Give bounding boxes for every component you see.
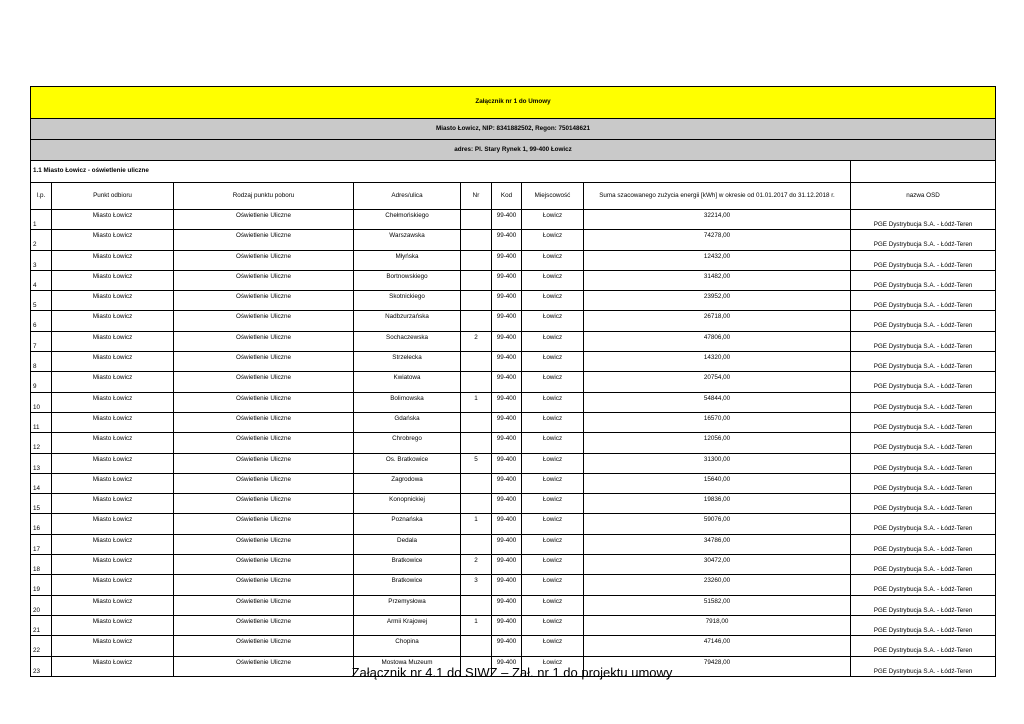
- row-adres: Nadbzurzańska: [354, 311, 461, 331]
- address-line: adres: Pl. Stary Rynek 1, 99-400 Łowicz: [31, 140, 996, 161]
- row-adres: Zagrodowa: [354, 473, 461, 493]
- row-nr: [461, 270, 492, 290]
- row-rodzaj: Oświetlenie Uliczne: [174, 453, 354, 473]
- row-nr: 1: [461, 514, 492, 534]
- row-suma: 34786,00: [584, 534, 851, 554]
- row-miejscowosc: Łowicz: [522, 392, 584, 412]
- row-kod: 99-400: [492, 514, 522, 534]
- row-rodzaj: Oświetlenie Uliczne: [174, 291, 354, 311]
- table-row: [31, 615, 996, 635]
- row-suma: 59076,00: [584, 514, 851, 534]
- row-miejscowosc: Łowicz: [522, 514, 584, 534]
- row-punkt-odbioru: Miasto Łowicz: [52, 514, 174, 534]
- row-punkt-odbioru: Miasto Łowicz: [52, 352, 174, 372]
- row-kod: 99-400: [492, 636, 522, 656]
- row-punkt-odbioru: Miasto Łowicz: [52, 575, 174, 595]
- row-rodzaj: Oświetlenie Uliczne: [174, 412, 354, 432]
- row-adres: Bortnowskiego: [354, 270, 461, 290]
- row-rodzaj: Oświetlenie Uliczne: [174, 352, 354, 372]
- row-miejscowosc: Łowicz: [522, 534, 584, 554]
- row-rodzaj: Oświetlenie Uliczne: [174, 534, 354, 554]
- row-kod: 99-400: [492, 210, 522, 230]
- row-adres: Młyńska: [354, 250, 461, 270]
- row-kod: 99-400: [492, 595, 522, 615]
- row-adres: Warszawska: [354, 230, 461, 250]
- row-miejscowosc: Łowicz: [522, 291, 584, 311]
- row-nr: [461, 230, 492, 250]
- row-rodzaj: Oświetlenie Uliczne: [174, 372, 354, 392]
- row-nr: [461, 473, 492, 493]
- header-adres: Adres/ulica: [354, 183, 461, 210]
- row-punkt-odbioru: Miasto Łowicz: [52, 595, 174, 615]
- row-punkt-odbioru: Miasto Łowicz: [52, 291, 174, 311]
- row-miejscowosc: Łowicz: [522, 311, 584, 331]
- row-rodzaj: Oświetlenie Uliczne: [174, 656, 354, 676]
- row-rodzaj: Oświetlenie Uliczne: [174, 575, 354, 595]
- row-rodzaj: Oświetlenie Uliczne: [174, 331, 354, 351]
- row-miejscowosc: Łowicz: [522, 250, 584, 270]
- row-rodzaj: Oświetlenie Uliczne: [174, 473, 354, 493]
- table-row: [31, 311, 996, 331]
- row-lp: 13: [31, 453, 52, 473]
- row-osd: PGE Dystrybucja S.A. - Łódź-Teren: [851, 352, 996, 372]
- row-miejscowosc: Łowicz: [522, 352, 584, 372]
- row-osd: PGE Dystrybucja S.A. - Łódź-Teren: [851, 311, 996, 331]
- row-adres: Strzelecka: [354, 352, 461, 372]
- row-suma: 47806,00: [584, 331, 851, 351]
- row-suma: 79428,00: [584, 656, 851, 676]
- row-suma: 14320,00: [584, 352, 851, 372]
- row-miejscowosc: Łowicz: [522, 636, 584, 656]
- row-punkt-odbioru: Miasto Łowicz: [52, 230, 174, 250]
- row-osd: PGE Dystrybucja S.A. - Łódź-Teren: [851, 636, 996, 656]
- table-row: [31, 494, 996, 514]
- row-kod: 99-400: [492, 270, 522, 290]
- row-nr: [461, 412, 492, 432]
- table-row: [31, 291, 996, 311]
- row-rodzaj: Oświetlenie Uliczne: [174, 615, 354, 635]
- section-blank-cell: [851, 161, 996, 183]
- row-adres: Bratkowice: [354, 555, 461, 575]
- row-osd: PGE Dystrybucja S.A. - Łódź-Teren: [851, 210, 996, 230]
- row-osd: PGE Dystrybucja S.A. - Łódź-Teren: [851, 372, 996, 392]
- attachment-table: [30, 86, 996, 677]
- row-miejscowosc: Łowicz: [522, 473, 584, 493]
- row-suma: 47146,00: [584, 636, 851, 656]
- row-kod: 99-400: [492, 433, 522, 453]
- row-rodzaj: Oświetlenie Uliczne: [174, 392, 354, 412]
- row-rodzaj: Oświetlenie Uliczne: [174, 250, 354, 270]
- row-punkt-odbioru: Miasto Łowicz: [52, 636, 174, 656]
- row-miejscowosc: Łowicz: [522, 494, 584, 514]
- row-rodzaj: Oświetlenie Uliczne: [174, 210, 354, 230]
- row-adres: Os. Bratkowice: [354, 453, 461, 473]
- row-nr: [461, 250, 492, 270]
- row-kod: 99-400: [492, 352, 522, 372]
- row-lp: 14: [31, 473, 52, 493]
- row-punkt-odbioru: Miasto Łowicz: [52, 473, 174, 493]
- table-row: [31, 250, 996, 270]
- header-suma: Suma szacowanego zużycia energii [kWh] w okresie od 01.01.2017 do 31.12.2018 r.: [584, 183, 851, 210]
- row-lp: 5: [31, 291, 52, 311]
- section-title: 1.1 Miasto Łowicz - oświetlenie uliczne: [31, 161, 851, 183]
- row-miejscowosc: Łowicz: [522, 270, 584, 290]
- header-nr: Nr: [461, 183, 492, 210]
- row-adres: Kwiatowa: [354, 372, 461, 392]
- row-osd: PGE Dystrybucja S.A. - Łódź-Teren: [851, 291, 996, 311]
- row-adres: Konopnickiej: [354, 494, 461, 514]
- row-lp: 11: [31, 412, 52, 432]
- row-lp: 12: [31, 433, 52, 453]
- row-miejscowosc: Łowicz: [522, 210, 584, 230]
- page-footer: Załącznik nr 4.1 do SIWZ – Zał. nr 1 do projektu umowy: [351, 665, 673, 680]
- table-row: [31, 331, 996, 351]
- row-rodzaj: Oświetlenie Uliczne: [174, 433, 354, 453]
- row-adres: Poznańska: [354, 514, 461, 534]
- row-nr: [461, 534, 492, 554]
- table-row: [31, 352, 996, 372]
- row-nr: [461, 311, 492, 331]
- table-row: [31, 230, 996, 250]
- row-adres: Bolimowska: [354, 392, 461, 412]
- row-kod: 99-400: [492, 250, 522, 270]
- row-lp: 2: [31, 230, 52, 250]
- row-rodzaj: Oświetlenie Uliczne: [174, 595, 354, 615]
- row-kod: 99-400: [492, 534, 522, 554]
- row-osd: PGE Dystrybucja S.A. - Łódź-Teren: [851, 575, 996, 595]
- row-lp: 16: [31, 514, 52, 534]
- row-nr: 2: [461, 331, 492, 351]
- row-punkt-odbioru: Miasto Łowicz: [52, 656, 174, 676]
- row-nr: [461, 210, 492, 230]
- row-rodzaj: Oświetlenie Uliczne: [174, 514, 354, 534]
- row-rodzaj: Oświetlenie Uliczne: [174, 636, 354, 656]
- row-suma: 26718,00: [584, 311, 851, 331]
- row-suma: 7918,00: [584, 615, 851, 635]
- row-osd: PGE Dystrybucja S.A. - Łódź-Teren: [851, 270, 996, 290]
- row-osd: PGE Dystrybucja S.A. - Łódź-Teren: [851, 392, 996, 412]
- row-adres: Dedala: [354, 534, 461, 554]
- row-kod: 99-400: [492, 230, 522, 250]
- row-suma: 74278,00: [584, 230, 851, 250]
- row-osd: PGE Dystrybucja S.A. - Łódź-Teren: [851, 433, 996, 453]
- row-adres: Skotnickiego: [354, 291, 461, 311]
- table-row: [31, 210, 996, 230]
- row-nr: 2: [461, 555, 492, 575]
- table-row: [31, 372, 996, 392]
- row-suma: 23260,00: [584, 575, 851, 595]
- row-adres: Bratkowice: [354, 575, 461, 595]
- row-adres: Chopina: [354, 636, 461, 656]
- row-punkt-odbioru: Miasto Łowicz: [52, 453, 174, 473]
- header-kod: Kod: [492, 183, 522, 210]
- row-miejscowosc: Łowicz: [522, 331, 584, 351]
- row-nr: 1: [461, 392, 492, 412]
- row-osd: PGE Dystrybucja S.A. - Łódź-Teren: [851, 494, 996, 514]
- table-row: [31, 595, 996, 615]
- row-osd: PGE Dystrybucja S.A. - Łódź-Teren: [851, 250, 996, 270]
- row-osd: PGE Dystrybucja S.A. - Łódź-Teren: [851, 453, 996, 473]
- row-nr: 5: [461, 453, 492, 473]
- row-punkt-odbioru: Miasto Łowicz: [52, 210, 174, 230]
- row-punkt-odbioru: Miasto Łowicz: [52, 311, 174, 331]
- row-kod: 99-400: [492, 392, 522, 412]
- row-adres: Armii Krajowej: [354, 615, 461, 635]
- row-miejscowosc: Łowicz: [522, 372, 584, 392]
- row-nr: [461, 352, 492, 372]
- row-lp: 17: [31, 534, 52, 554]
- row-nr: [461, 291, 492, 311]
- row-rodzaj: Oświetlenie Uliczne: [174, 270, 354, 290]
- row-lp: 22: [31, 636, 52, 656]
- row-suma: 31482,00: [584, 270, 851, 290]
- row-lp: 19: [31, 575, 52, 595]
- table-row: [31, 514, 996, 534]
- document-title: Załącznik nr 1 do Umowy: [31, 87, 996, 119]
- row-suma: 20754,00: [584, 372, 851, 392]
- row-kod: 99-400: [492, 656, 522, 676]
- row-kod: 99-400: [492, 291, 522, 311]
- row-kod: 99-400: [492, 412, 522, 432]
- table-row: [31, 575, 996, 595]
- row-kod: 99-400: [492, 615, 522, 635]
- row-miejscowosc: Łowicz: [522, 575, 584, 595]
- row-osd: PGE Dystrybucja S.A. - Łódź-Teren: [851, 595, 996, 615]
- row-lp: 4: [31, 270, 52, 290]
- row-suma: 23952,00: [584, 291, 851, 311]
- row-punkt-odbioru: Miasto Łowicz: [52, 392, 174, 412]
- row-miejscowosc: Łowicz: [522, 555, 584, 575]
- row-suma: 15640,00: [584, 473, 851, 493]
- row-osd: PGE Dystrybucja S.A. - Łódź-Teren: [851, 656, 996, 676]
- table-row: [31, 534, 996, 554]
- row-miejscowosc: Łowicz: [522, 595, 584, 615]
- row-kod: 99-400: [492, 331, 522, 351]
- row-osd: PGE Dystrybucja S.A. - Łódź-Teren: [851, 331, 996, 351]
- row-adres: Chełmońskiego: [354, 210, 461, 230]
- row-adres: Sochaczewska: [354, 331, 461, 351]
- row-nr: 1: [461, 615, 492, 635]
- row-nr: [461, 433, 492, 453]
- row-suma: 54844,00: [584, 392, 851, 412]
- row-adres: Gdańska: [354, 412, 461, 432]
- row-kod: 99-400: [492, 575, 522, 595]
- row-kod: 99-400: [492, 372, 522, 392]
- row-osd: PGE Dystrybucja S.A. - Łódź-Teren: [851, 555, 996, 575]
- table-row: [31, 412, 996, 432]
- row-punkt-odbioru: Miasto Łowicz: [52, 433, 174, 453]
- row-lp: 23: [31, 656, 52, 676]
- row-adres: Mostowa Muzeum: [354, 656, 461, 676]
- row-lp: 21: [31, 615, 52, 635]
- row-osd: PGE Dystrybucja S.A. - Łódź-Teren: [851, 534, 996, 554]
- row-nr: [461, 595, 492, 615]
- row-punkt-odbioru: Miasto Łowicz: [52, 534, 174, 554]
- row-suma: 51582,00: [584, 595, 851, 615]
- row-nr: [461, 494, 492, 514]
- table-row: [31, 636, 996, 656]
- organization-line: Miasto Łowicz, NIP: 8341882502, Regon: 750148621: [31, 119, 996, 140]
- row-lp: 20: [31, 595, 52, 615]
- table-row: [31, 555, 996, 575]
- row-nr: 3: [461, 575, 492, 595]
- row-miejscowosc: Łowicz: [522, 230, 584, 250]
- row-miejscowosc: Łowicz: [522, 412, 584, 432]
- row-miejscowosc: Łowicz: [522, 615, 584, 635]
- row-punkt-odbioru: Miasto Łowicz: [52, 412, 174, 432]
- row-adres: Przemysłowa: [354, 595, 461, 615]
- row-punkt-odbioru: Miasto Łowicz: [52, 331, 174, 351]
- row-lp: 18: [31, 555, 52, 575]
- table-header-row: [31, 183, 996, 210]
- row-rodzaj: Oświetlenie Uliczne: [174, 230, 354, 250]
- row-osd: PGE Dystrybucja S.A. - Łódź-Teren: [851, 615, 996, 635]
- table-row: [31, 453, 996, 473]
- row-nr: [461, 372, 492, 392]
- header-rodzaj: Rodzaj punktu poboru: [174, 183, 354, 210]
- row-rodzaj: Oświetlenie Uliczne: [174, 311, 354, 331]
- row-miejscowosc: Łowicz: [522, 433, 584, 453]
- row-punkt-odbioru: Miasto Łowicz: [52, 270, 174, 290]
- row-kod: 99-400: [492, 473, 522, 493]
- row-rodzaj: Oświetlenie Uliczne: [174, 494, 354, 514]
- row-rodzaj: Oświetlenie Uliczne: [174, 555, 354, 575]
- row-suma: 32214,00: [584, 210, 851, 230]
- row-osd: PGE Dystrybucja S.A. - Łódź-Teren: [851, 473, 996, 493]
- row-punkt-odbioru: Miasto Łowicz: [52, 615, 174, 635]
- row-suma: 12056,00: [584, 433, 851, 453]
- table-row: [31, 270, 996, 290]
- row-lp: 10: [31, 392, 52, 412]
- table-row: [31, 473, 996, 493]
- row-suma: 19836,00: [584, 494, 851, 514]
- row-kod: 99-400: [492, 311, 522, 331]
- header-miejscowosc: Miejscowość: [522, 183, 584, 210]
- row-kod: 99-400: [492, 494, 522, 514]
- header-punkt-odbioru: Punkt odbioru: [52, 183, 174, 210]
- row-punkt-odbioru: Miasto Łowicz: [52, 250, 174, 270]
- row-lp: 6: [31, 311, 52, 331]
- row-suma: 12432,00: [584, 250, 851, 270]
- row-osd: PGE Dystrybucja S.A. - Łódź-Teren: [851, 514, 996, 534]
- row-punkt-odbioru: Miasto Łowicz: [52, 494, 174, 514]
- row-punkt-odbioru: Miasto Łowicz: [52, 555, 174, 575]
- row-nr: [461, 636, 492, 656]
- row-suma: 31300,00: [584, 453, 851, 473]
- row-kod: 99-400: [492, 453, 522, 473]
- row-kod: 99-400: [492, 555, 522, 575]
- row-suma: 30472,00: [584, 555, 851, 575]
- row-lp: 15: [31, 494, 52, 514]
- row-lp: 8: [31, 352, 52, 372]
- header-lp: l.p.: [31, 183, 52, 210]
- row-punkt-odbioru: Miasto Łowicz: [52, 372, 174, 392]
- row-lp: 3: [31, 250, 52, 270]
- row-lp: 9: [31, 372, 52, 392]
- row-lp: 7: [31, 331, 52, 351]
- row-osd: PGE Dystrybucja S.A. - Łódź-Teren: [851, 412, 996, 432]
- row-adres: Chrobrego: [354, 433, 461, 453]
- row-suma: 16570,00: [584, 412, 851, 432]
- header-osd: nazwa OSD: [851, 183, 996, 210]
- row-miejscowosc: Łowicz: [522, 453, 584, 473]
- table-row: [31, 392, 996, 412]
- row-miejscowosc: Łowicz: [522, 656, 584, 676]
- row-lp: 1: [31, 210, 52, 230]
- table-row: [31, 433, 996, 453]
- row-osd: PGE Dystrybucja S.A. - Łódź-Teren: [851, 230, 996, 250]
